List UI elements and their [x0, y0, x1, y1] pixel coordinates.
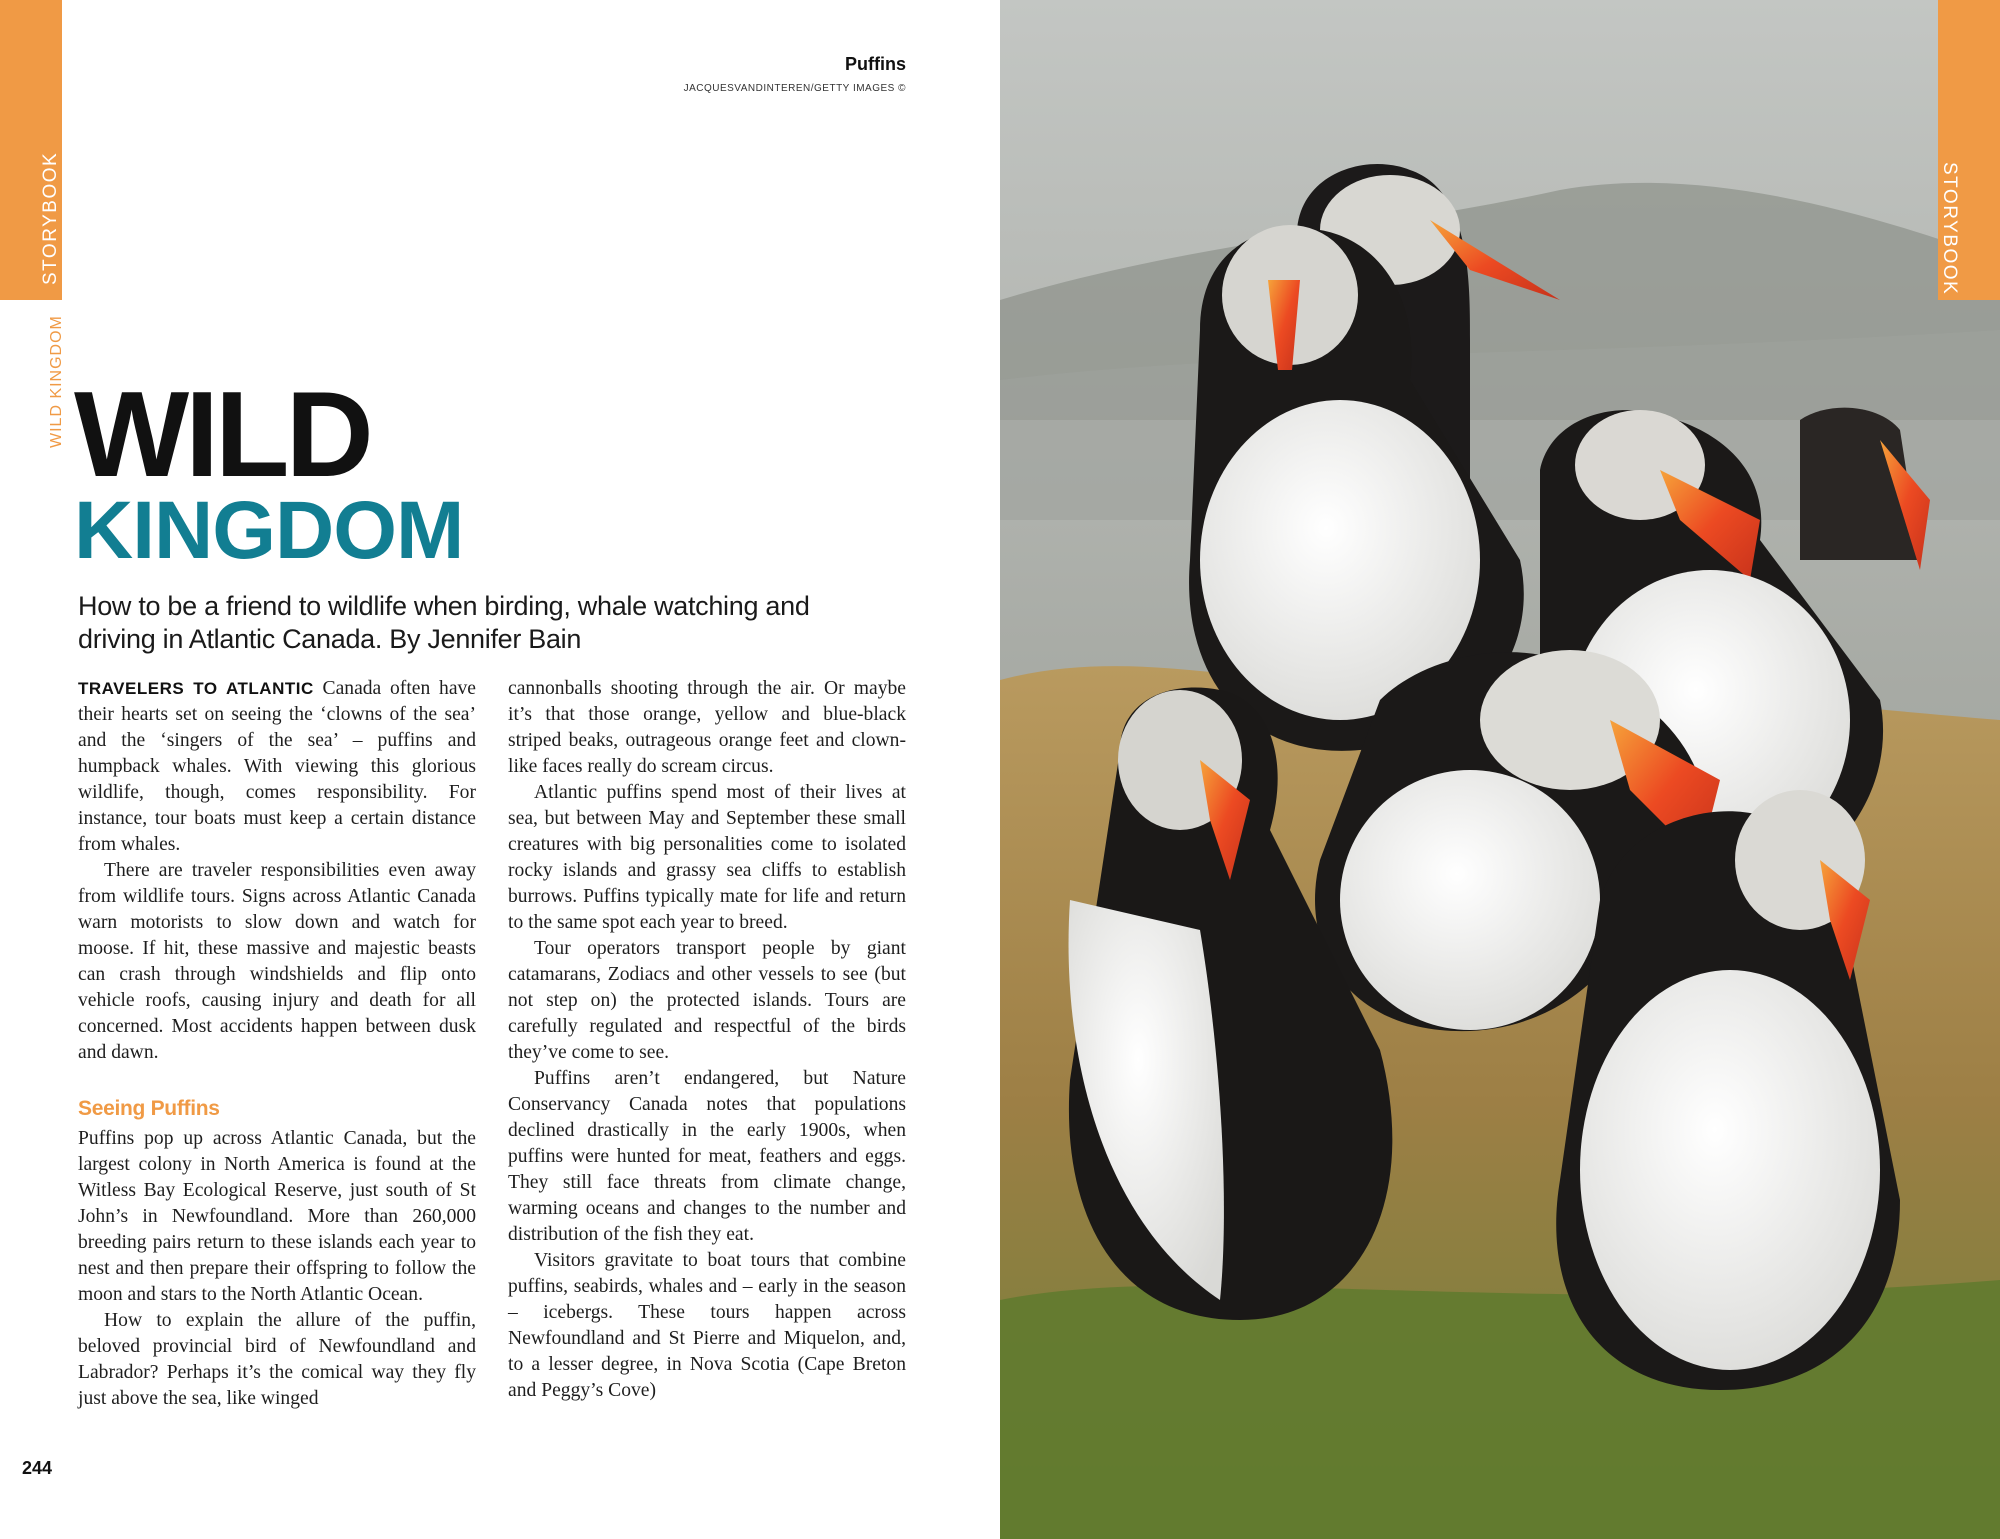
lead-in: TRAVELERS TO ATLANTIC [78, 679, 314, 698]
caption-title: Puffins [845, 54, 906, 74]
body-paragraph: cannonballs shooting through the air. Or maybe it’s that those orange, yellow and blue-black striped beaks, outrageous orange feet and clown-like faces really do scream circus. [508, 678, 906, 777]
body-column-2 [508, 676, 906, 1404]
body-paragraph: Visitors gravitate to boat tours that combine puffins, seabirds, whales and – early in the season – icebergs. These tours happen across Newfoundland and St Pierre and Miquelon, and, to a lesser degree, in Nova Scotia (Cape Breton and Peggy’s Cove) [508, 1250, 906, 1401]
paragraph-text: Canada often have their hearts set on seeing the ‘clowns of the sea’ and the ‘singers of the sea’ – puffins and humpback whales. With viewing this glorious wildlife, though, comes responsibility. For instance, tour boats must keep a certain distance from whales. [78, 678, 477, 855]
photo-credit: JACQUESVANDINTEREN/GETTY IMAGES © [683, 83, 906, 94]
storybook-tab-right [1938, 0, 2000, 300]
body-paragraph [78, 676, 476, 858]
headline-line-1: WILD [74, 366, 370, 502]
section-label: WILD KINGDOM [48, 315, 65, 448]
headline-line-2: KINGDOM [74, 484, 464, 576]
right-page [1000, 0, 2000, 1539]
storybook-tab-label: STORYBOOK [40, 151, 61, 285]
storybook-tab-left [0, 0, 62, 300]
page-number: 244 [22, 1458, 53, 1478]
body-column-1 [78, 676, 476, 1412]
body-paragraph: There are traveler responsibilities even away from wildlife tours. Signs across Atlantic Canada warn motorists to slow down and watch for moose. If hit, these massive and majestic beasts can crash through windshields and flip onto vehicle roofs, causing injury and death for all concerned. Most accidents happen between dusk and dawn. [78, 860, 476, 1063]
puffins-photo [1000, 0, 2000, 1539]
photo-caption [684, 54, 906, 94]
headline [74, 366, 464, 576]
body-paragraph: Atlantic puffins spend most of their lives at sea, but between May and September these small creatures with big personalities come to isolated rocky islands and grassy sea cliffs to establish burrows. Puffins typically mate for life and return to the same spot each year to breed. [508, 782, 906, 933]
subhead: Seeing Puffins [78, 1097, 220, 1120]
body-paragraph: How to explain the allure of the puffin, beloved provincial bird of Newfoundland and Labrador? Perhaps it’s the comical way they fly just above the sea, like winged [78, 1310, 476, 1409]
standfirst: How to be a friend to wildlife when birding, whale watching and driving in Atlantic Canada. By Jennifer Bain [78, 591, 810, 654]
body-paragraph: Tour operators transport people by giant catamarans, Zodiacs and other vessels to see (but not step on) the protected islands. Tours are carefully regulated and respectful of the birds they’ve come to see. [508, 938, 906, 1063]
body-paragraph: Puffins pop up across Atlantic Canada, but the largest colony in North America is found at the Witless Bay Ecological Reserve, just south of St John’s in Newfoundland. More than 260,000 breeding pairs return to these islands each year to nest and then prepare their offspring to follow the moon and stars to the North Atlantic Ocean. [78, 1128, 476, 1305]
body-paragraph: Puffins aren’t endangered, but Nature Conservancy Canada notes that populations declined drastically in the early 1900s, when puffins were hunted for meat, feathers and eggs. They still face threats from climate change, warming oceans and changes to the number and distribution of the fish they eat. [508, 1068, 906, 1245]
storybook-tab-label: STORYBOOK [1939, 162, 1960, 296]
